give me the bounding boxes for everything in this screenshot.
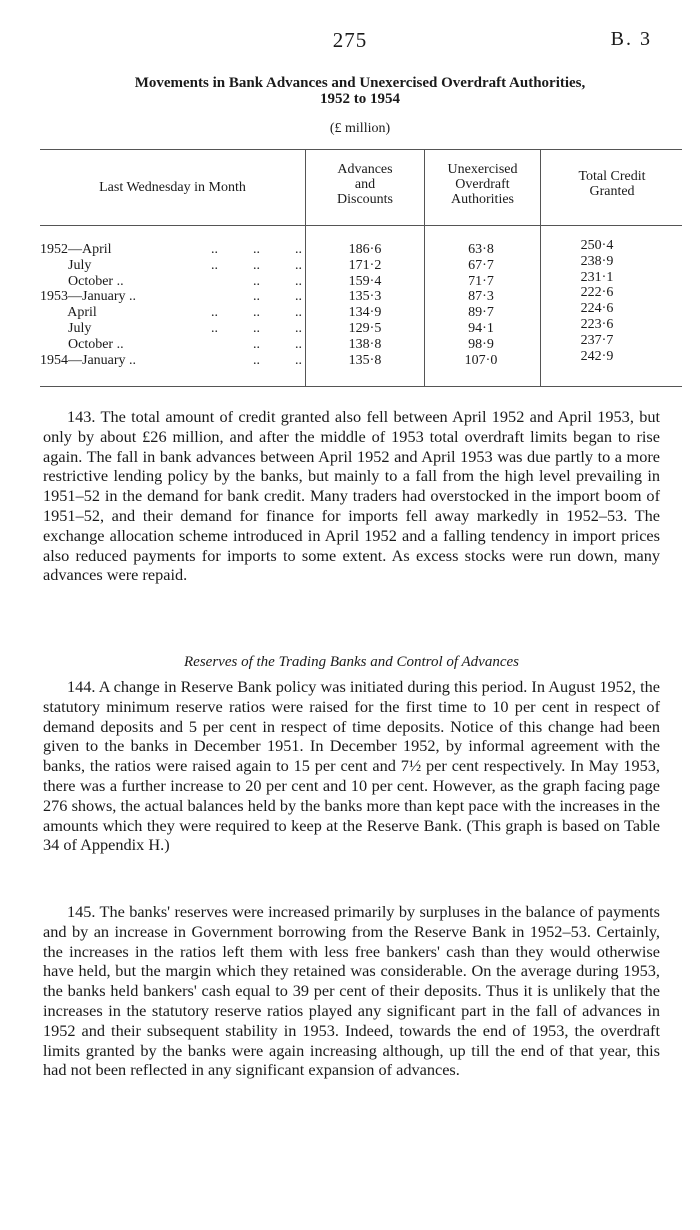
table-row [40,337,302,353]
paragraph-145-text: 145. The banks' reserves were increased primarily by surpluses in the balance of payments and by an increase in Government borrowing from the Reserve Bank in 1952–53. Certainly, the increases in the ratios left them with less free bankers' cash than they would otherwise have held, but the margin which they retained was considerable. On the average during 1953, the banks held bankers' cash equal to 39 per cent of their deposits. Thus it is unlikely that the increases in the statutory reserve ratios played any significant part in the fall of advances in 1952 and their subsequent stability in 1953. Indeed, towards the end of 1953, the overdraft limits granted by the banks were again increasing although, up till the end of that year, this had not been reflected in any significant expansion of advances. [43,902,660,1080]
advances-cell: 186·6 [348,242,382,257]
header-total-line2: Granted [589,184,635,199]
header-overdraft [425,162,540,207]
row-leader-dots: .. .. .. [211,320,302,336]
paragraph-143-text: 143. The total amount of credit granted also fell between April 1952 and April 1953, but only by about £26 million, and after the middle of 1953 total overdraft limits began to rise again. The fall in bank advances between April 1952 and April 1953 was due partly to a more restrictive lending policy by the banks, but mainly to a fall from the high level prevailing in 1951–52 in the demand for bank credit. Many traders had overstocked in the import boom of 1951–52, and their demand for finance for imports fell away markedly in 1952–53. The exchange allocation scheme introduced in April 1952 and a falling tendency in import prices also reduced payments for imports to some extent. As excess stocks were run down, many advances were repaid. [43,407,660,585]
overdraft-cell: 89·7 [468,305,494,321]
overdraft-column [425,242,537,368]
total-cell: 223·6 [580,316,614,332]
section-heading: Reserves of the Trading Banks and Control of Advances [184,654,519,670]
advances-cell: 171·2 [348,257,382,273]
total-cell: 222·6 [580,285,614,301]
total-cell: 237·7 [580,332,614,348]
total-column [541,238,653,364]
row-leader-dots: .. .. .. [211,305,302,321]
overdraft-cell: 71·7 [468,273,494,289]
total-cell: 238·9 [580,253,614,269]
table-title [40,75,680,107]
header-stub: Last Wednesday in Month [99,180,246,195]
total-cell: 242·9 [580,348,614,364]
row-leader-dots: .. .. [253,336,302,352]
advances-cell: 135·3 [348,289,382,305]
header-total [541,169,683,199]
row-leader-dots: .. .. [253,273,302,289]
row-label: 1954—January .. [40,352,137,368]
paragraph-144-text: 144. A change in Reserve Bank policy was initiated during this period. In August 1952, the statutory minimum reserve ratios were raised for the first time to 10 per cent in respect of demand deposits and 5 per cent in respect of time deposits. Notice of this change had been given to the banks in December 1951. In December 1952, by informal agreement with the banks, the ratios were raised again to 15 per cent and 7½ per cent respectively. In May 1953, there was a further increase to 20 per cent and 10 per cent. However, as the graph facing page 276 shows, the actual balances held by the banks more than kept pace with the increases in the amounts which they were required to keep at the Reserve Bank. (This graph is based on Table 34 of Appendix H.) [43,677,660,855]
header-overdraft-line3: Authorities [451,192,514,207]
table-row [40,305,302,321]
overdraft-cell: 63·8 [468,242,494,257]
table-row [40,242,302,258]
paragraph-145 [43,902,660,1080]
row-label: October .. [40,273,124,289]
row-label: April [40,305,97,321]
table-row [40,258,302,274]
total-cell: 250·4 [580,238,614,253]
total-cell: 224·6 [580,301,614,317]
page-reference: B. 3 [610,28,652,50]
header-total-line1: Total Credit [578,169,646,184]
table-row [40,353,302,369]
row-label: July [40,320,92,336]
advances-cell: 134·9 [348,305,382,321]
row-label: July [40,257,92,273]
table-row [40,321,302,337]
overdraft-cell: 94·1 [468,320,494,336]
table-title-line2: 1952 to 1954 [320,91,400,107]
header-overdraft-line1: Unexercised [447,162,518,177]
overdraft-cell: 87·3 [468,289,494,305]
table-title-line1: Movements in Bank Advances and Unexercised Overdraft Authorities, [134,75,586,91]
row-label: 1952—April [40,242,112,257]
advances-cell: 129·5 [348,320,382,336]
header-advances-line2: and [354,177,376,192]
overdraft-cell: 67·7 [468,257,494,273]
row-label: October .. [40,336,124,352]
header-advances-line3: Discounts [337,192,393,207]
table-stub-column [40,242,302,368]
row-leader-dots: .. .. [253,289,302,305]
paragraph-144 [43,677,660,855]
header-advances-line1: Advances [337,162,393,177]
overdraft-cell: 107·0 [464,352,498,368]
table-top-rule [40,149,682,150]
header-advances [306,162,424,207]
header-overdraft-line2: Overdraft [455,177,510,192]
table-unit: (£ million) [329,121,391,136]
table-row [40,289,302,305]
advances-cell: 138·8 [348,336,382,352]
row-label: 1953—January .. [40,289,137,305]
overdraft-cell: 98·9 [468,336,494,352]
paragraph-143 [43,407,660,585]
advances-column [306,242,424,368]
advances-cell: 135·8 [348,352,382,368]
total-cell: 231·1 [580,269,614,285]
row-leader-dots: .. .. .. [211,242,302,257]
table-bottom-rule [40,386,682,387]
row-leader-dots: .. .. .. [211,257,302,273]
table-row [40,274,302,290]
page-number: 275 [332,28,368,52]
table-header-rule [40,225,682,226]
row-leader-dots: .. .. [253,352,302,368]
advances-cell: 159·4 [348,273,382,289]
